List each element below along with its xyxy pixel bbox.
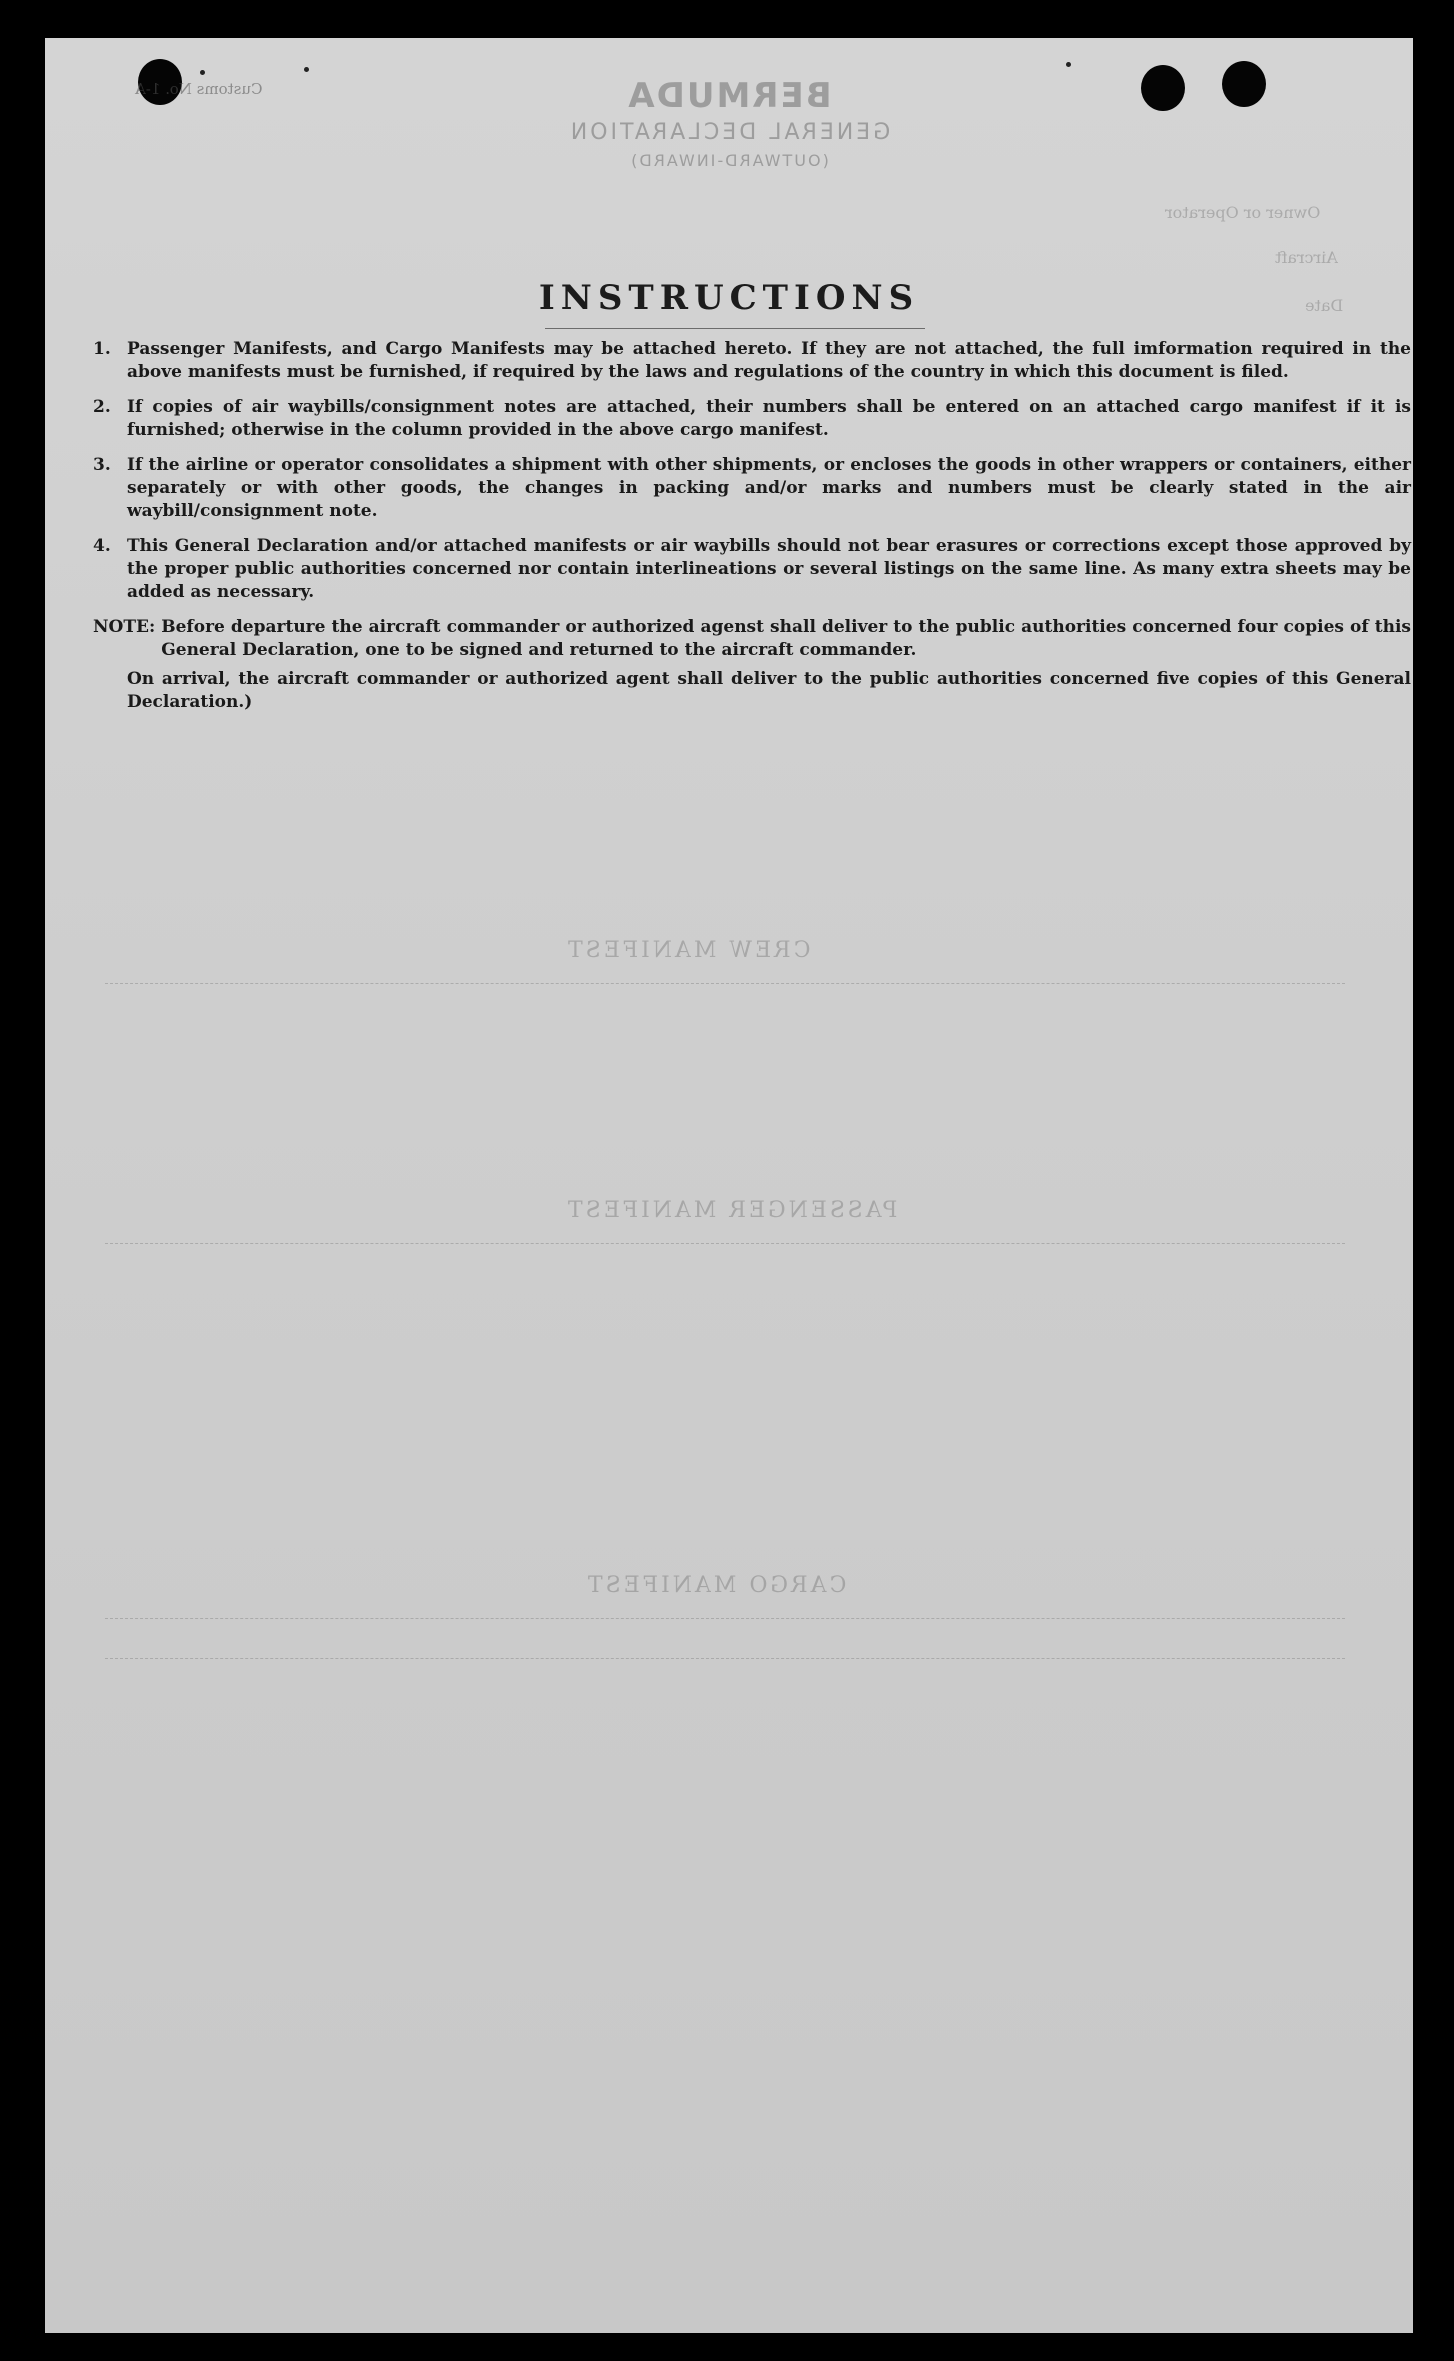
bleed-through-rule	[105, 1243, 1345, 1244]
instruction-item	[93, 338, 1411, 384]
instruction-text: This General Declaration and/or attached manifests or air waybills should not bear erasures or corrections except those approved by the proper public authorities concerned nor contain interlineations or several listings on the same line. As many extra sheets may be added as necessary.	[127, 536, 1411, 602]
instruction-item	[93, 396, 1411, 442]
speck-icon	[1066, 62, 1071, 67]
bleed-through-owner: Owner or Operator	[1165, 203, 1321, 222]
instruction-item	[93, 454, 1411, 523]
bleed-through-cargo-manifest: CARGO MANIFEST	[585, 1573, 847, 1598]
note-block	[93, 616, 1411, 662]
instruction-item	[93, 535, 1411, 604]
note-label: NOTE:	[93, 617, 156, 637]
bleed-through-rule	[105, 1658, 1345, 1659]
instruction-text: If copies of air waybills/consignment notes are attached, their numbers shall be entered on an attached cargo manifest if it is furnished; otherwise in the column provided in the above cargo manifest.	[127, 397, 1411, 440]
bleed-through-crew-manifest: CREW MANIFEST	[565, 938, 811, 963]
title-underline	[545, 328, 925, 329]
speck-icon	[304, 67, 309, 72]
instruction-number: 1.	[93, 339, 111, 359]
bleed-through-header-line3: (OUTWARD-INWARD)	[629, 151, 829, 170]
bleed-through-rule	[105, 983, 1345, 984]
instruction-number: 2.	[93, 397, 111, 417]
bleed-through-aircraft: Aircraft	[1275, 248, 1338, 267]
note-text: Before departure the aircraft commander or authorized agenst shall deliver to the public authorities concerned four copies of this General Declaration, one to be signed and returned to the aircraft commander.	[161, 617, 1411, 660]
bleed-through-customs-form: Customs No. 1-A	[135, 80, 263, 98]
note-arrival-text: On arrival, the aircraft commander or authorized agent shall deliver to the public authorities concerned five copies of this General Declaration.)	[127, 669, 1411, 712]
instructions-list	[93, 338, 1411, 714]
bleed-through-passenger-manifest: PASSENGER MANIFEST	[565, 1198, 898, 1223]
speck-icon	[200, 70, 205, 75]
bleed-through-header	[45, 76, 1413, 170]
instruction-number: 4.	[93, 536, 111, 556]
bleed-through-date: Date	[1305, 296, 1344, 315]
instruction-text: Passenger Manifests, and Cargo Manifests may be attached hereto. If they are not attached, the full imformation required in the above manifests must be furnished, if required by the laws and regulations of the country in which this document is filed.	[127, 339, 1411, 382]
bleed-through-header-line2: GENERAL DECLARATION	[567, 120, 891, 145]
bleed-through-rule	[105, 1618, 1345, 1619]
instruction-number: 3.	[93, 455, 111, 475]
document-page	[45, 38, 1413, 2333]
bleed-through-header-line1: BERMUDA	[626, 76, 832, 116]
instruction-text: If the airline or operator consolidates a shipment with other shipments, or encloses the goods in other wrappers or containers, either separately or with other goods, the changes in packing and/or marks and numbers must be clearly stated in the air waybill/consignment note.	[127, 455, 1411, 521]
page-title: INSTRUCTIONS	[538, 278, 920, 318]
